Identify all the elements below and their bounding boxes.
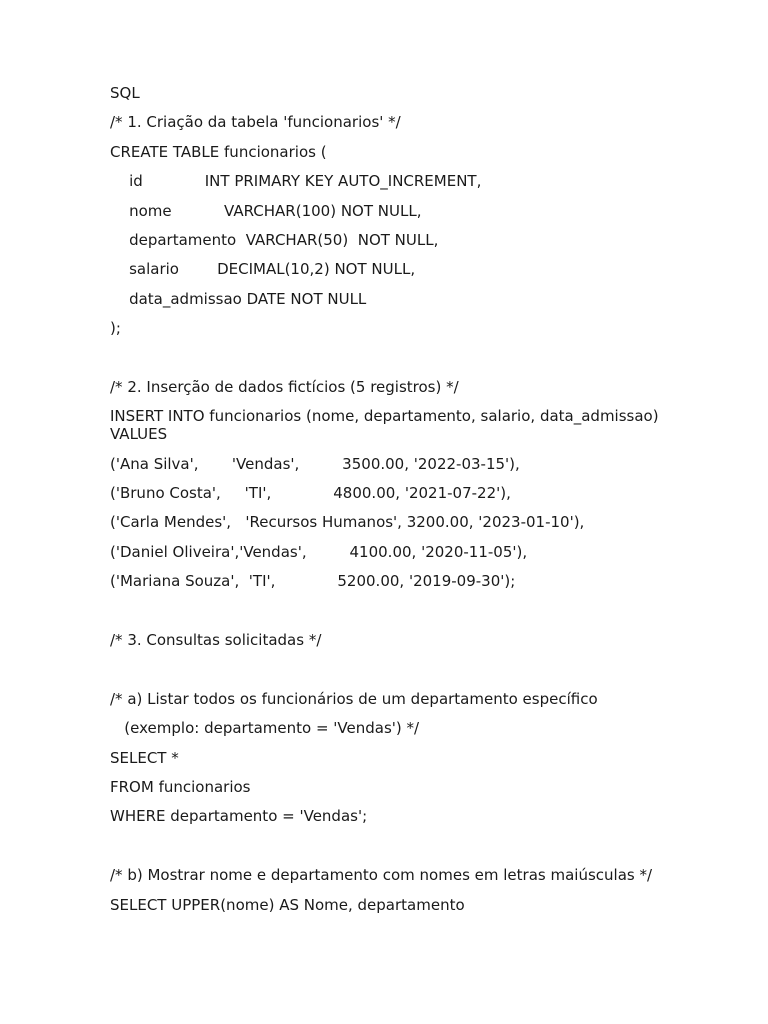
blank-line — [110, 837, 660, 866]
code-line: INSERT INTO funcionarios (nome, departamento, salario, data_admissao) VALUES — [110, 407, 664, 444]
code-line: SELECT * — [110, 748, 179, 767]
code-line: data_admissao DATE NOT NULL — [110, 289, 367, 308]
comment-line: /* 3. Consultas solicitadas */ — [110, 631, 322, 650]
comment-line: (exemplo: departamento = 'Vendas') */ — [110, 719, 420, 738]
code-line: ('Carla Mendes', 'Recursos Humanos', 3200.00, '2023-01-10'), — [110, 513, 585, 532]
code-line: SELECT UPPER(nome) AS Nome, departamento — [110, 895, 465, 914]
code-line: ('Daniel Oliveira','Vendas', 4100.00, '2020-11-05'), — [110, 542, 528, 561]
code-line: WHERE departamento = 'Vendas'; — [110, 807, 368, 826]
document-body — [110, 84, 664, 925]
comment-line: /* a) Listar todos os funcionários de um departamento específico — [110, 689, 598, 708]
code-line: FROM funcionarios — [110, 777, 251, 796]
comment-line: /* 1. Criação da tabela 'funcionarios' */ — [110, 113, 401, 132]
code-line: CREATE TABLE funcionarios ( — [110, 142, 327, 161]
text-line: SQL — [110, 84, 140, 102]
comment-line: /* b) Mostrar nome e departamento com nomes em letras maiúsculas */ — [110, 866, 653, 885]
blank-line — [110, 660, 660, 689]
code-line: ('Mariana Souza', 'TI', 5200.00, '2019-09-30'); — [110, 572, 516, 591]
code-line: nome VARCHAR(100) NOT NULL, — [110, 201, 422, 220]
code-line: salario DECIMAL(10,2) NOT NULL, — [110, 260, 416, 279]
code-line: ('Ana Silva', 'Vendas', 3500.00, '2022-03-15'), — [110, 454, 520, 473]
comment-line: /* 2. Inserção de dados fictícios (5 registros) */ — [110, 377, 459, 396]
blank-line — [110, 349, 660, 378]
blank-line — [110, 602, 660, 631]
code-line: ); — [110, 319, 121, 338]
code-line: id INT PRIMARY KEY AUTO_INCREMENT, — [110, 172, 482, 191]
code-line: departamento VARCHAR(50) NOT NULL, — [110, 230, 439, 249]
code-line: ('Bruno Costa', 'TI', 4800.00, '2021-07-22'), — [110, 484, 511, 503]
